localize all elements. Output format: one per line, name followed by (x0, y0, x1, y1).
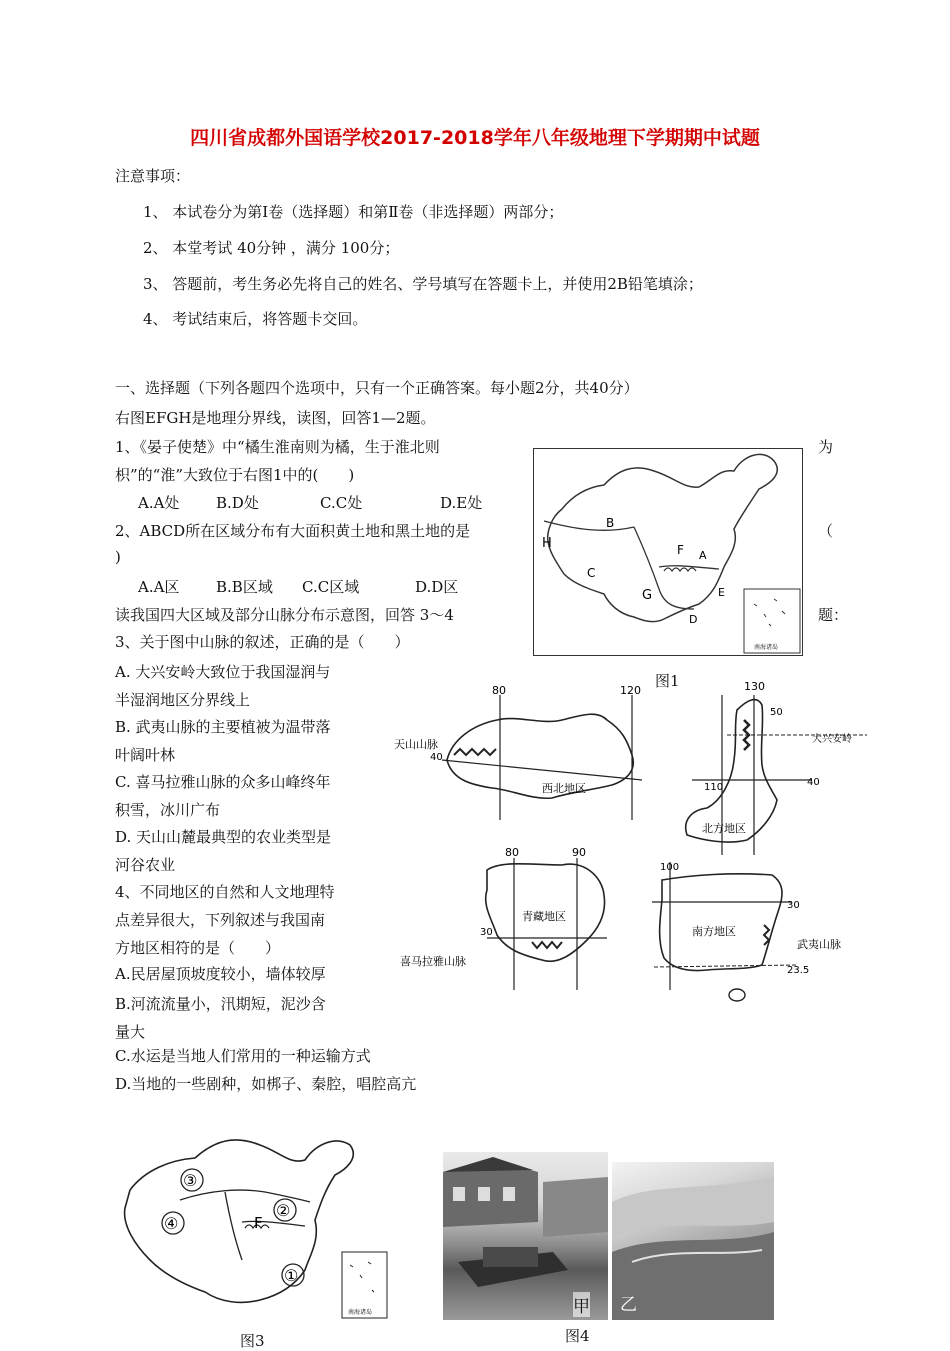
q1-option-b: B.D处 (216, 494, 259, 512)
notice-item-2: 2、 本堂考试 40分钟 ，满分 100分； (143, 239, 400, 257)
north-lat-40: 40 (807, 777, 820, 788)
south-lat-23-5: 23.5 (787, 965, 810, 976)
north-region-map (686, 680, 867, 855)
fig3-label-3: ③ (183, 1171, 198, 1190)
fig3-label-f: F (254, 1214, 263, 1232)
fig1-label-b: B (606, 516, 615, 530)
figure-1-caption: 图1 (655, 672, 680, 690)
fig1-inset-label: 南海诸岛 (754, 644, 779, 651)
south-region-label: 南方地区 (692, 925, 736, 938)
q3-4-intro-end: 题： (818, 606, 849, 624)
north-lon-110: 110 (704, 782, 724, 793)
q1-option-d: D.E处 (440, 494, 483, 512)
q3-option-d: D. 天山山麓最典型的农业类型是 河谷农业 (115, 828, 332, 874)
q2-option-b: B.B区域 (216, 578, 273, 596)
tibet-lon-80: 80 (505, 846, 519, 859)
q3-option-a: A. 大兴安岭大致位于我国湿润与 半湿润地区分界线上 (115, 663, 331, 709)
daxinganling-label: 大兴安岭 (812, 734, 852, 745)
fig1-label-a: A (699, 549, 707, 562)
photo-jia-label: 甲 (573, 1292, 590, 1317)
himalaya-label: 喜马拉雅山脉 (400, 955, 466, 968)
photo-yi-desert (612, 1162, 774, 1320)
fig1-label-c: C (587, 566, 596, 580)
q1-option-a: A.A处 (138, 494, 180, 512)
fig1-label-e: E (718, 586, 725, 599)
figure-4-caption: 图4 (565, 1327, 590, 1345)
section-heading: 一、选择题（下列各题四个选项中，只有一个正确答案。每小题2分，共40分） (115, 379, 639, 397)
q4-option-d: D.当地的一些剧种，如梆子、秦腔，唱腔高亢 (115, 1075, 417, 1093)
q1-line1: 1、《晏子使楚》中“橘生淮南则为橘，生于淮北则 (115, 438, 440, 456)
south-region-map (652, 862, 841, 1001)
figure-3-caption: 图3 (240, 1332, 265, 1350)
photo-yi-label: 乙 (620, 1295, 637, 1315)
nw-lon-120: 120 (620, 684, 641, 697)
q3-stem: 3、关于图中山脉的叙述，正确的是（ ） (115, 633, 410, 651)
q1-2-intro: 右图EFGH是地理分界线，读图，回答1—2题。 (115, 409, 436, 427)
q2-close: ) (115, 548, 121, 566)
photo-jia-water-town (443, 1152, 608, 1320)
nw-lat-40: 40 (430, 752, 443, 763)
notice-item-4: 4、 考试结束后，将答题卡交回。 (143, 310, 368, 328)
q4-option-b: B.河流流量小，汛期短，泥沙含 量大 (115, 995, 326, 1041)
q2-option-c: C.C区域 (302, 578, 360, 596)
q2-option-a: A.A区 (138, 578, 180, 596)
south-lon-100: 100 (660, 862, 680, 873)
tianshan-label: 天山山脉 (394, 738, 438, 751)
tibet-region-map (400, 846, 607, 990)
notice-heading: 注意事项： (115, 167, 191, 185)
q3-option-b: B. 武夷山脉的主要植被为温带落 叶阔叶林 (115, 718, 331, 764)
paper-title: 四川省成都外国语学校2017-2018学年八年级地理下学期期中试题 (190, 127, 760, 149)
q1-line2: 枳”的“淮”大致位于右图1中的( ) (115, 466, 355, 484)
fig3-label-4: ④ (164, 1214, 179, 1233)
fig1-label-g: G (642, 588, 653, 603)
northwest-region-label: 西北地区 (542, 782, 586, 795)
q2-option-d: D.D区 (415, 578, 459, 596)
fig3-inset-label: 南海诸岛 (348, 1309, 373, 1316)
fig1-label-f: F (677, 543, 684, 557)
tibet-lat-30: 30 (480, 927, 493, 938)
notice-item-3: 3、 答题前，考生务必先将自己的姓名、学号填写在答题卡上，并使用2B铅笔填涂； (143, 275, 703, 293)
figure-1-map (533, 448, 803, 656)
north-region-label: 北方地区 (702, 822, 746, 835)
northwest-region-map (394, 684, 642, 820)
q3-4-intro: 读我国四大区域及部分山脉分布示意图，回答 3～4 (115, 606, 454, 624)
tibet-lon-90: 90 (572, 846, 586, 859)
fig1-label-h: H (542, 536, 552, 551)
q4-stem: 4、不同地区的自然和人文地理特 点差异很大，下列叙述与我国南 方地区相符的是（ ） (115, 883, 335, 957)
figure-2-regions (392, 680, 872, 1020)
north-lon-130: 130 (744, 680, 765, 693)
notice-item-1: 1、 本试卷分为第Ⅰ卷（选择题）和第Ⅱ卷（非选择题）两部分； (143, 203, 564, 221)
north-lat-50: 50 (770, 707, 783, 718)
q4-option-c: C.水运是当地人们常用的一种运输方式 (115, 1047, 371, 1065)
q4-option-a: A.民居屋顶坡度较小，墙体较厚 (115, 965, 326, 983)
fig3-label-1: ① (284, 1266, 299, 1285)
q3-option-c: C. 喜马拉雅山脉的众多山峰终年 积雪，冰川广布 (115, 773, 331, 819)
nw-lon-80: 80 (492, 684, 506, 697)
q2-paren: （ (818, 522, 834, 540)
q1-wei: 为 (818, 438, 834, 456)
wuyishan-label: 武夷山脉 (797, 938, 841, 951)
figure-3-map (110, 1130, 390, 1320)
fig1-label-d: D (689, 613, 698, 626)
fig3-label-2: ② (276, 1201, 291, 1220)
south-lat-30: 30 (787, 900, 800, 911)
q1-option-c: C.C处 (320, 494, 363, 512)
tibet-region-label: 青藏地区 (522, 910, 566, 923)
q2-line1: 2、ABCD所在区域分布有大面积黄土地和黑土地的是 (115, 522, 471, 540)
